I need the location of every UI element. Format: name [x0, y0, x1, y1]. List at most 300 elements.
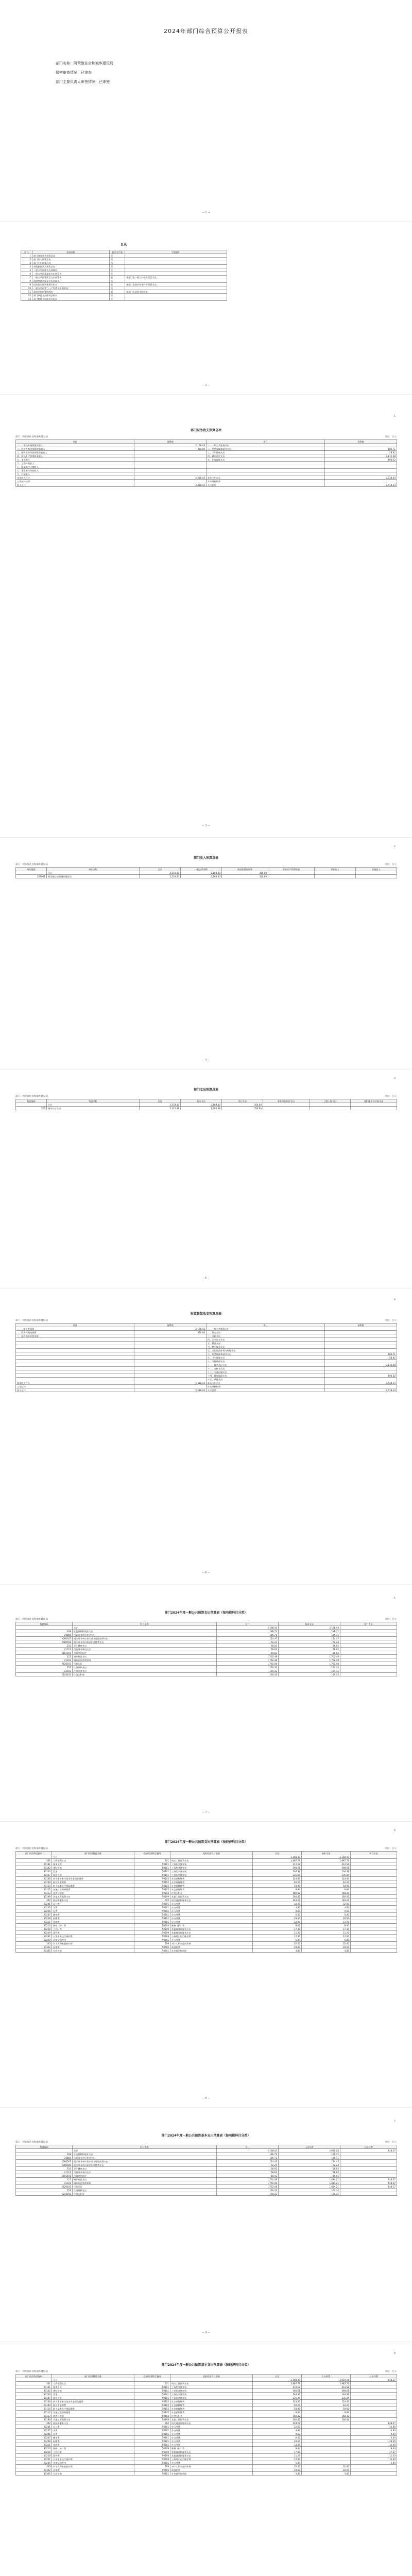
table-cell: 1,762.48 — [217, 2181, 279, 2185]
table-cell — [351, 1902, 397, 1906]
table-cell: 186.71 — [279, 1633, 340, 1637]
table-cell: 50101 — [134, 2396, 170, 2400]
table-row — [16, 2450, 397, 2454]
table-cell: 政府采购预算明细表 — [32, 290, 110, 294]
table-cell: 160.32 — [217, 2192, 279, 2196]
cover-review-line: 保密审查情况：已审查 — [56, 71, 92, 75]
table-cell — [16, 1855, 52, 1859]
table-cell — [302, 2461, 351, 2465]
table-cell: 城乡社区支出 — [73, 2178, 217, 2181]
table-cell: 58.92 — [217, 1648, 279, 1651]
table-row — [21, 254, 227, 258]
table-cell: 城乡社区管理事务 — [73, 2181, 217, 2185]
table-row — [16, 1658, 397, 1662]
unit-label: 单位：万元 — [385, 863, 397, 866]
table-cell: 11 — [21, 290, 32, 294]
table-cell: 160.32 — [253, 1891, 302, 1895]
table-cell — [16, 1345, 134, 1349]
dept-label: 部门：阿荣旗住房和城乡建设局 — [15, 1095, 48, 1098]
table-cell: 2101101 — [16, 1651, 73, 1655]
table-cell: 58.92 — [302, 2407, 351, 2411]
page-title: 部门财务收支预算总表 — [190, 429, 221, 432]
table-row — [16, 2396, 397, 2400]
table-row — [16, 1909, 397, 1913]
table-cell — [351, 1855, 397, 1859]
table-cell — [351, 1917, 397, 1920]
table-cell: 124.47 — [217, 1637, 279, 1640]
table-cell: 124.47 — [279, 2160, 340, 2163]
table-cell: 四、公共安全支出 — [207, 1338, 325, 1342]
table-cell: 年末结转结余 — [207, 480, 325, 483]
table-row — [16, 1360, 397, 1363]
table-row — [21, 294, 227, 297]
table-cell: 509 — [134, 2465, 170, 2468]
table-cell — [207, 469, 325, 472]
table-row — [16, 1630, 397, 1633]
table-row — [16, 2185, 397, 2189]
table-row — [21, 258, 227, 261]
table-cell: 2,020.16 — [279, 2149, 340, 2153]
table-row — [16, 2153, 397, 2156]
table-cell: 186.71 — [325, 447, 397, 451]
table-cell: 30228 — [16, 1927, 52, 1931]
table-cell — [134, 1352, 207, 1356]
table-cell: 124.47 — [302, 2400, 351, 2403]
table-cell: 164.32 — [253, 2393, 302, 2396]
table-cell: 社会保障缴费 — [170, 1877, 253, 1880]
table-cell: 2,020.16 — [302, 2378, 351, 2382]
table-row — [16, 480, 397, 483]
table-cell: 30208 — [16, 1917, 52, 1920]
table-cell — [134, 1360, 207, 1363]
table-cell: 30108 — [16, 2400, 52, 2403]
table-row — [16, 2192, 397, 2196]
table-row — [21, 268, 227, 272]
column-header: 合计 — [140, 1099, 181, 1103]
table-row — [16, 2458, 397, 2461]
table-cell: 支出总计 — [207, 1388, 325, 1392]
table-cell — [325, 462, 397, 465]
table-cell: 本年支出合计 — [207, 1381, 325, 1385]
table-cell — [325, 1367, 397, 1370]
table-cell — [325, 1334, 397, 1338]
table-cell: 124.47 — [253, 2400, 302, 2403]
table-cell: 30107 — [16, 2396, 52, 2400]
table-row — [16, 2432, 397, 2436]
table-cell: 生活补助 — [52, 1949, 134, 1953]
table-cell — [351, 1924, 397, 1927]
table-cell: 58.92 — [279, 1648, 340, 1651]
page-separator — [0, 394, 412, 395]
table-row — [16, 1338, 397, 1342]
dept-label: 部门：阿荣旗住房和城乡建设局 — [15, 1319, 48, 1322]
table-cell — [340, 2189, 397, 2192]
table-row — [16, 1633, 397, 1637]
table-cell — [134, 1363, 207, 1367]
table-cell: 30107 — [16, 1873, 52, 1877]
column-header: 项目 — [16, 1324, 134, 1327]
table-cell: 17.37 — [253, 2450, 302, 2454]
table-cell: 办公经费 — [170, 1902, 253, 1906]
table-cell: 302 — [16, 2421, 52, 2425]
table-cell — [351, 1873, 397, 1877]
table-cell: 8.00 — [302, 1924, 351, 1927]
table-row — [21, 283, 227, 286]
table-row — [16, 871, 397, 875]
table-cell: 行政单位医疗 — [73, 2174, 217, 2178]
table-cell: 50101 — [134, 1873, 170, 1877]
table-cell: 行政事业单位养老支出 — [73, 2156, 217, 2160]
table-cell: 1,762.48 — [217, 1662, 279, 1666]
table-cell: 上年结转 — [16, 1385, 134, 1388]
table-row — [16, 1877, 397, 1880]
table-cell — [16, 1363, 134, 1367]
table-row — [21, 297, 227, 301]
table-cell: 58.92 — [279, 2167, 340, 2171]
table-cell — [356, 875, 397, 878]
dept-label: 部门：阿荣旗住房和城乡建设局 — [15, 1848, 48, 1850]
table-cell: 一、一般公共服务支出 — [207, 1327, 325, 1331]
table-cell: 八、事业单位经营收入 — [16, 469, 134, 472]
page-separator — [0, 837, 412, 838]
table-cell: 取暖费 — [52, 1917, 134, 1920]
table-cell: 30109 — [16, 1880, 52, 1884]
table-cell — [134, 2378, 170, 2382]
table-cell — [325, 1331, 397, 1334]
table-row — [16, 458, 397, 462]
table-cell: 30102 — [16, 2389, 52, 2393]
table-cell: 办公经费 — [170, 1917, 253, 1920]
column-header: 基本支出 — [181, 1099, 222, 1103]
table-cell — [302, 2458, 351, 2461]
table-cell — [268, 875, 315, 878]
table-cell — [325, 1370, 397, 1374]
table-cell — [16, 1356, 134, 1360]
table-cell: 412.58 — [302, 1862, 351, 1866]
table-cell: 148.27 — [340, 2181, 397, 2185]
table-cell — [16, 2149, 73, 2153]
table-cell — [340, 1673, 397, 1676]
table-row — [16, 1356, 397, 1360]
table-row — [16, 1334, 397, 1338]
table-cell: 否 — [110, 297, 125, 301]
table-cell: 160.32 — [217, 2189, 279, 2192]
table-cell: 50199 — [134, 2418, 170, 2421]
table-cell — [340, 1640, 397, 1644]
column-header: 项目 — [16, 440, 134, 444]
table-cell: 合计 — [73, 1626, 217, 1630]
table-cell: 236.04 — [253, 1873, 302, 1877]
table-cell: 50201 — [134, 1902, 170, 1906]
table-cell — [134, 458, 207, 462]
cover-title: 2024年部门综合预算公开报表 — [164, 28, 248, 35]
table-cell — [325, 465, 397, 469]
table-cell: 部门整体支出绩效目标表 — [32, 297, 110, 301]
table-cell: 支出总计 — [207, 483, 325, 487]
table-cell: 职工基本医疗保险缴费 — [52, 2407, 134, 2411]
table-row — [16, 1648, 397, 1651]
table-cell: 2080505 — [16, 1637, 73, 1640]
table-cell: 1,987.76 — [253, 1859, 302, 1862]
table-row — [16, 1388, 397, 1392]
table-cell: 221 — [16, 1666, 73, 1669]
table-cell: 办公经费 — [170, 2461, 253, 2465]
table-row — [16, 2472, 397, 2476]
table-cell: 30101 — [16, 1862, 52, 1866]
column-header: 空表说明 — [125, 250, 227, 254]
page-title: 目录 — [120, 243, 127, 247]
table-cell: 9.84 — [253, 2411, 302, 2414]
table-cell: 五、事业收入 — [16, 458, 134, 462]
table-cell — [351, 1931, 397, 1935]
table-cell: 办公费 — [52, 1902, 134, 1906]
table-cell: 维修（护）费 — [170, 1924, 253, 1927]
table-cell: 62.24 — [253, 1880, 302, 1884]
table-cell: 是 — [110, 290, 125, 294]
basic-expense-economic-table — [15, 2374, 397, 2476]
table-cell: 212 — [16, 2178, 73, 2181]
table-cell: 2,112.48 — [325, 1363, 397, 1367]
column-header: 预算数 — [325, 440, 397, 444]
column-header: 部门经济科目编码 — [16, 2375, 52, 2378]
table-cell: 维修（护）费 — [170, 2447, 253, 2450]
table-cell: 否 — [110, 268, 125, 272]
table-row — [16, 2149, 397, 2153]
table-cell: 其他工资福利支出 — [170, 2418, 253, 2421]
table-cell: 3.80 — [253, 2472, 302, 2476]
table-cell: 148.27 — [340, 2149, 397, 2153]
table-cell: 社会保障和就业支出 — [73, 2153, 217, 2156]
table-cell — [340, 1648, 397, 1651]
table-cell: 12.00 — [302, 1935, 351, 1938]
page-title: 部门支出预算总表 — [193, 1088, 218, 1092]
table-row — [16, 1902, 397, 1906]
unit-label: 单位：万元 — [385, 1618, 397, 1621]
table-cell: 9.84 — [302, 1888, 351, 1891]
table-cell: 4.80 — [351, 2429, 397, 2432]
table-cell — [351, 1909, 397, 1913]
table-cell — [302, 2447, 351, 2450]
table-cell: 30229 — [16, 1931, 52, 1935]
table-cell — [340, 1666, 397, 1669]
table-cell — [340, 2156, 397, 2160]
table-cell: 50209 — [134, 2447, 170, 2450]
table-cell: 生活补助 — [52, 2472, 134, 2476]
table-cell: 186.71 — [217, 2153, 279, 2156]
column-header: 科目编码 — [16, 2145, 73, 2149]
table-row — [16, 1363, 397, 1367]
table-cell: 办公经费 — [170, 1909, 253, 1913]
table-cell: 11.20 — [302, 1931, 351, 1935]
table-cell: 四、城乡社区支出 — [207, 454, 325, 458]
table-cell: 电费 — [52, 1909, 134, 1913]
page-number: — 8 — — [201, 2097, 211, 2100]
table-cell: 30113 — [16, 1891, 52, 1895]
table-cell — [125, 254, 227, 258]
table-cell: 工资奖金津补贴 — [170, 1873, 253, 1877]
table-cell: 是 — [110, 283, 125, 286]
table-row — [16, 1920, 397, 1924]
table-cell: 50101 — [134, 2393, 170, 2396]
table-cell — [351, 1938, 397, 1942]
table-cell: 30205 — [16, 1906, 52, 1909]
table-cell — [134, 1855, 170, 1859]
table-cell — [125, 279, 227, 283]
table-cell: 160.42 — [302, 2418, 351, 2421]
table-cell — [340, 2174, 397, 2178]
table-cell: 年末结转结余 — [207, 1385, 325, 1388]
table-cell — [207, 462, 325, 465]
table-cell: 598.61 — [302, 2389, 351, 2393]
table-cell: 160.32 — [279, 1673, 340, 1676]
table-cell: 一、一般公共预算拨款收入 — [16, 444, 134, 447]
table-cell: 2,168.43 — [134, 444, 207, 447]
table-cell: 2,168.43 — [134, 1327, 207, 1331]
table-cell: 50201 — [134, 1920, 170, 1924]
table-cell: 绩效工资 — [52, 2396, 134, 2400]
table-cell: 三、卫生健康支出 — [207, 451, 325, 454]
column-header: 人员经费 — [279, 2145, 340, 2149]
table-cell: 62.24 — [279, 2163, 340, 2167]
table-cell — [170, 1855, 253, 1859]
table-cell — [134, 480, 207, 483]
table-cell — [351, 2382, 397, 2385]
table-cell: 5.80 — [302, 1938, 351, 1942]
page-fiscal-summary — [15, 1311, 397, 1392]
table-cell: 福利费 — [52, 1931, 134, 1935]
table-row — [16, 1640, 397, 1644]
table-cell: 办公经费 — [170, 2443, 253, 2447]
table-cell: 商品和服务支出 — [52, 2421, 134, 2425]
table-cell: 2101101 — [16, 2174, 73, 2178]
table-cell: 412.58 — [253, 2385, 302, 2389]
table-cell — [351, 2407, 397, 2411]
table-row — [16, 1913, 397, 1917]
table-cell — [340, 2153, 397, 2156]
table-cell: 30305 — [16, 2472, 52, 2476]
table-cell: 基本工资 — [52, 2385, 134, 2389]
table-cell — [134, 1345, 207, 1349]
dept-label: 部门：阿荣旗住房和城乡建设局 — [15, 2141, 48, 2144]
column-header: 是否为空表 — [110, 250, 125, 254]
table-cell: 职业年金缴费 — [52, 2403, 134, 2407]
table-cell: 社会保障缴费 — [170, 1884, 253, 1888]
table-cell: 30201 — [16, 1902, 52, 1906]
table-cell: 收入总计 — [16, 483, 134, 487]
table-cell: 30109 — [16, 2403, 52, 2407]
column-header: 项目 — [207, 1324, 325, 1327]
table-cell: 1,614.21 — [279, 2178, 340, 2181]
table-cell: 30103 — [16, 1870, 52, 1873]
table-row — [16, 2421, 397, 2425]
table-cell: 164.32 — [302, 1870, 351, 1873]
column-header: 预算数 — [134, 1324, 207, 1327]
unit-label: 单位：万元 — [385, 1319, 397, 1322]
table-cell: 十三、交通运输支出 — [207, 1370, 325, 1374]
table-cell: 58.92 — [253, 1884, 302, 1888]
table-cell: 水费 — [52, 2429, 134, 2432]
dept-label: 部门：阿荣旗住房和城乡建设局 — [15, 863, 48, 866]
table-cell — [315, 875, 356, 878]
table-cell: 58.92 — [217, 2167, 279, 2171]
table-cell: 50208 — [134, 2458, 170, 2461]
table-row — [21, 265, 227, 268]
table-cell: 1,987.76 — [302, 2382, 351, 2385]
table-cell: 502 — [134, 2421, 170, 2425]
table-cell: 28.60 — [253, 1945, 302, 1949]
table-cell: 28.60 — [253, 2468, 302, 2472]
table-cell: 住房公积金 — [170, 1891, 253, 1895]
table-cell — [125, 265, 227, 268]
table-cell: 62.24 — [217, 2163, 279, 2167]
table-cell — [134, 1342, 207, 1345]
table-cell — [340, 1651, 397, 1655]
table-cell: 二、政府性基金预算 — [16, 1331, 134, 1334]
page-basic-expense-economic — [15, 2362, 397, 2476]
table-cell: 210 — [16, 1644, 73, 1648]
column-header: 部门经济科目名称 — [52, 1852, 134, 1855]
table-cell: 本年收入合计 — [16, 476, 134, 480]
table-cell: 32.60 — [351, 2425, 397, 2429]
table-cell: 五、住房保障支出 — [207, 458, 325, 462]
table-cell: 其他商品和服务支出 — [170, 1927, 253, 1931]
table-cell: 30206 — [16, 1909, 52, 1913]
table-cell: 是 — [110, 276, 125, 279]
column-header: 公用经费 — [351, 2375, 397, 2378]
table-cell: 否 — [110, 286, 125, 290]
table-cell — [351, 2468, 397, 2472]
table-cell: 30206 — [16, 2432, 52, 2436]
table-cell: 2,518.43 — [134, 476, 207, 480]
table-header-row — [16, 1099, 397, 1103]
page-separator — [0, 1584, 412, 1585]
table-cell — [134, 462, 207, 465]
table-cell: 8.00 — [351, 2447, 397, 2450]
table-cell: 9.60 — [351, 2432, 397, 2436]
table-row — [16, 1367, 397, 1370]
table-cell — [16, 871, 47, 875]
table-cell: 598.61 — [302, 1866, 351, 1870]
table-cell: 50199 — [134, 1895, 170, 1899]
table-cell: 2080505 — [16, 2160, 73, 2163]
table-cell: 30112 — [16, 1888, 52, 1891]
table-cell: 工资奖金津补贴 — [170, 1866, 253, 1870]
table-cell: 221 — [16, 2189, 73, 2192]
table-cell: 124.47 — [253, 1877, 302, 1880]
table-cell: 3.80 — [302, 1949, 351, 1953]
table-cell: 28.50 — [253, 2439, 302, 2443]
page-number: — 1 — — [201, 211, 211, 214]
table-cell — [207, 472, 325, 476]
table-cell: 11.20 — [253, 1931, 302, 1935]
basic-expense-functional-table — [15, 2145, 397, 2196]
table-cell — [351, 1906, 397, 1909]
table-cell: 城乡社区支出 — [73, 1655, 217, 1658]
table-cell: 2,168.43 — [253, 1855, 302, 1859]
table-cell: 工资福利支出 — [52, 2382, 134, 2385]
table-cell — [134, 1378, 207, 1381]
table-cell — [16, 1374, 134, 1378]
table-cell: 412.58 — [253, 1862, 302, 1866]
table-row — [16, 2411, 397, 2414]
table-cell: 509 — [134, 1942, 170, 1945]
table-cell — [134, 1374, 207, 1378]
table-cell: 办公经费 — [170, 2436, 253, 2439]
cover-dept-line: 部门名称：阿荣旗住房和城乡建设局 — [56, 61, 113, 65]
table-cell: 其他商品和服务支出 — [170, 1931, 253, 1935]
dept-label: 部门：阿荣旗住房和城乡建设局 — [15, 2370, 48, 2373]
table-cell: 其他商品和服务支出 — [170, 2450, 253, 2454]
